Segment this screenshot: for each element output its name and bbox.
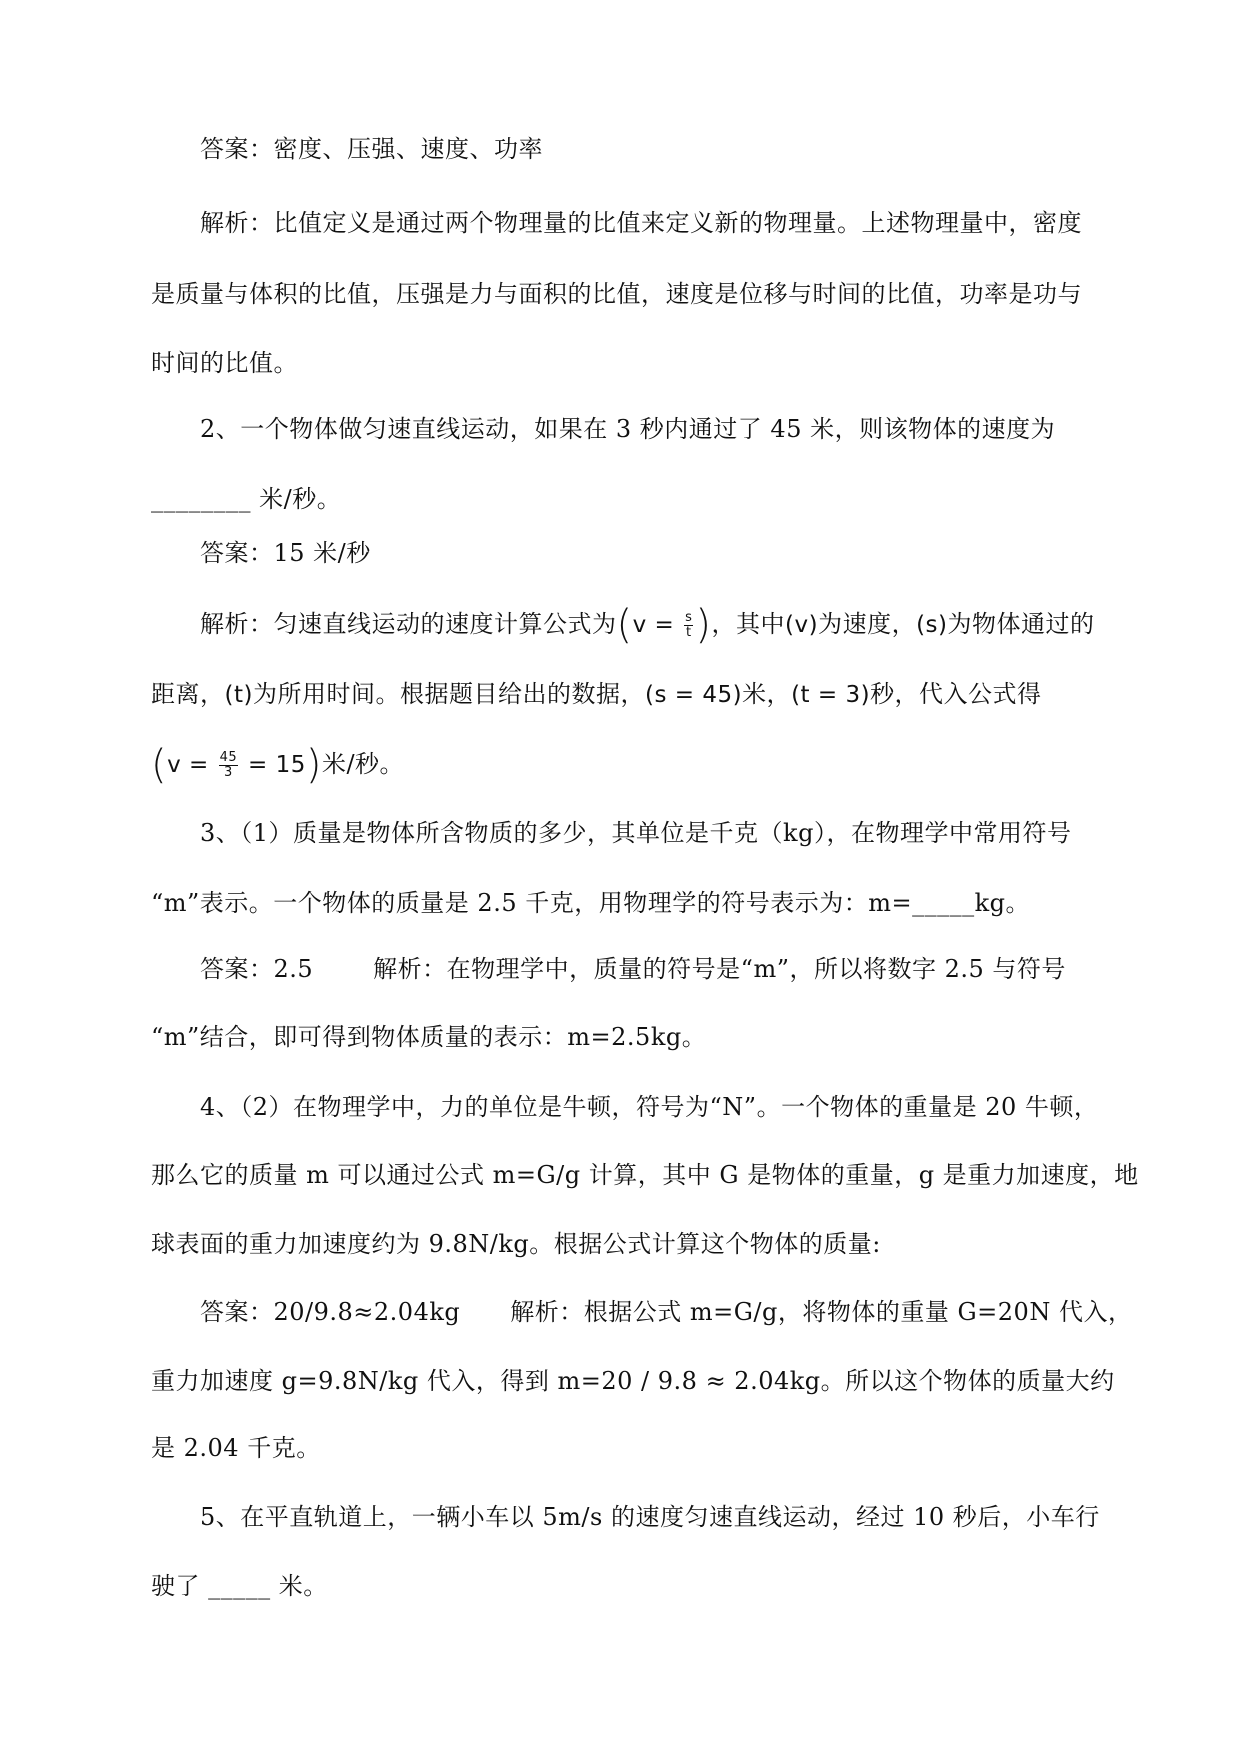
open-paren: ( [616,602,633,648]
q1-analysis-line-2: 是质量与体积的比值，压强是力与面积的比值，速度是位移与时间的比值，功率是功与 [151,280,1082,308]
q2-analysis-line-2 [151,679,1042,710]
q3-answer-line [200,954,1066,984]
q4-question-line-1: 4、（2）在物理学中，力的单位是牛顿，符号为“N”。一个物体的重量是 20 牛顿， [200,1093,1099,1121]
q2-analysis-line-1 [200,602,1095,648]
q4-question-line-3: 球表面的重力加速度约为 9.8N/kg。根据公式计算这个物体的质量: [151,1230,881,1258]
formula-denominator: t [685,625,692,640]
q4-analysis-line-2: 重力加速度 g=9.8N/kg 代入，得到 m=20 / 9.8 ≈ 2.04kg。所以这个物体的质量大约 [151,1367,1115,1395]
q4-analysis-1: 解析：根据公式 m=G/g，将物体的重量 G=20N 代入， [510,1298,1133,1326]
q4-answer-line [200,1297,1132,1327]
formula-lhs: v = [632,612,683,638]
calc-rhs: = 15 [240,752,306,778]
close-paren: ) [305,742,322,788]
q5-question-line-2: 驶了 _____ 米。 [151,1572,328,1600]
calc-numerator: 45 [219,750,238,765]
var-t: (t) [224,682,253,708]
q2-analysis-v: 为速度， [818,610,917,638]
q2-analysis-prefix: 解析：匀速直线运动的速度计算公式为 [200,610,617,638]
q2-analysis-line2-b: 为所用时间。根据题目给出的数据， [252,680,645,708]
calc-fraction [219,751,239,780]
q4-question-line-2: 那么它的质量 m 可以通过公式 m=G/g 计算，其中 G 是物体的重量，g 是重力加速度，地 [151,1161,1139,1189]
formula-numerator: s [685,610,693,625]
formula-fraction [684,611,693,640]
q4-answer: 答案：20/9.8≈2.04kg [200,1298,461,1326]
q2-analysis-mid: ，其中 [711,610,786,638]
q2-answer: 答案：15 米/秒 [200,539,371,567]
q2-analysis-line2-a: 距离， [151,680,225,708]
close-paren: ) [695,602,712,648]
q2-analysis-s: 为物体通过的 [947,610,1095,638]
val-t: (t = 3) [791,682,871,708]
q2-question-line-1: 2、一个物体做匀速直线运动，如果在 3 秒内通过了 45 米，则该物体的速度为 [200,415,1056,443]
q5-question-line-1: 5、在平直轨道上，一辆小车以 5m/s 的速度匀速直线运动，经过 10 秒后，小车行 [200,1503,1100,1531]
q2-question-line-2: ________ 米/秒。 [151,485,342,513]
var-s: (s) [916,612,948,638]
q3-question-line-1: 3、（1）质量是物体所含物质的多少，其单位是千克（kg），在物理学中常用符号 [200,819,1072,847]
open-paren: ( [151,742,168,788]
q3-analysis-1: 解析：在物理学中，质量的符号是“m”，所以将数字 2.5 与符号 [373,955,1066,983]
q1-analysis-line-1: 解析：比值定义是通过两个物理量的比值来定义新的物理量。上述物理量中，密度 [200,209,1082,237]
q1-answer: 答案：密度、压强、速度、功率 [200,135,543,163]
val-s: (s = 45) [644,682,743,708]
calc-lhs: v = [167,752,217,778]
q2-analysis-line2-c: 米， [742,680,792,708]
q3-analysis-line-2: “m”结合，即可得到物体质量的表示：m=2.5kg。 [151,1023,707,1051]
calc-denominator: 3 [224,765,233,780]
q1-analysis-line-3: 时间的比值。 [151,349,298,377]
q3-answer: 答案：2.5 [200,955,314,983]
q3-question-line-2: “m”表示。一个物体的质量是 2.5 千克，用物理学的符号表示为：m=_____kg。 [151,889,1030,917]
var-v: (v) [785,612,819,638]
q2-analysis-line-3 [151,742,405,788]
q4-analysis-line-3: 是 2.04 千克。 [151,1434,321,1462]
calc-unit: 米/秒。 [321,750,405,778]
q2-analysis-line2-d: 秒，代入公式得 [870,680,1042,708]
